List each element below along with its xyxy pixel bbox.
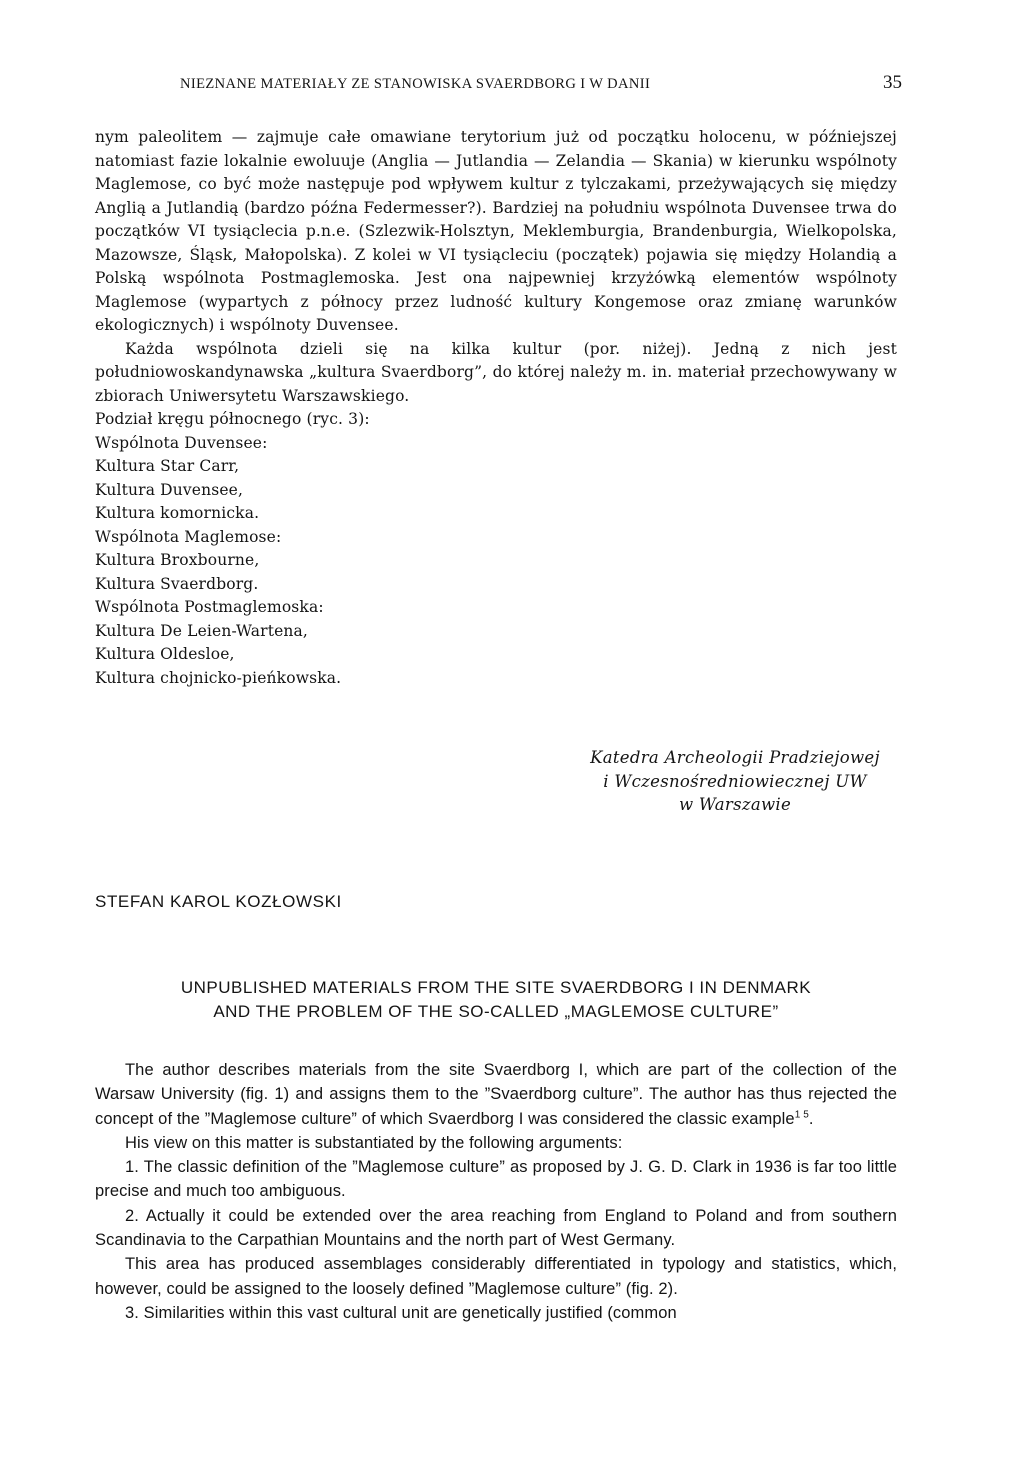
summary-text: The author describes materials from the site Svaerdborg I, which are part of the collection of the Warsaw University (fig. 1) and assigns them to the ”Svaerdborg culture”. The author has thus rejected the concept of the ”Maglemose culture” of which Svaerdborg I was considered the classic example [95,1061,897,1128]
culture-item: Kultura Broxbourne, [95,551,260,569]
summary-paragraph: This area has produced assemblages considerably differentiated in typology and statistics, which, however, could be assigned to the loosely defined ”Maglemose culture” (fig. 2). [95,1255,897,1298]
affiliation-line: Katedra Archeologii Pradziejowej [590,748,880,767]
summary-paragraph [95,1058,897,1131]
english-title [95,976,897,1024]
author-affiliation [520,746,950,817]
body-paragraph: nym paleolitem — zajmuje całe omawiane terytorium już od początku holocenu, w późniejszej natomiast fazie lokalnie ewoluuje (Anglia — Jutlandia — Zelandia — Skania) w kierunku wspólnoty Maglemose, co być może następuje pod wpływem kultur z tylczakami, przeżywających się między Anglią a Jutlandią (bardzo późna Federmesser?). Bardziej na południu wspólnota Duvensee trwa do początków VI tysiąclecia p.n.e. (Szlezwik-Holsztyn, Meklemburgia, Brandenburgia, Wielkopolska, Mazowsze, Śląsk, Małopolska). Z kolei w VI tysiącleciu (początek) pojawia się między Holandią a Polską wspólnota Postmaglemoska. Jest ona najpewniej krzyżówką elementów wspólnoty Maglemose (wypartych z północy przez ludność kultury Kongemose oraz zmianę warunków ekologicznych) i wspólnoty Duvensee. [95,128,897,334]
summary-text: . [808,1109,814,1128]
culture-item: Kultura chojnicko-pieńkowska. [95,668,342,687]
culture-item: Kultura Star Carr, [95,457,240,475]
english-summary [95,1058,897,1325]
culture-item: Kultura Duvensee, [95,480,244,499]
english-title-line: AND THE PROBLEM OF THE SO-CALLED „MAGLEMOSE CULTURE” [213,1002,779,1021]
culture-item: Kultura De Leien-Wartena, [95,621,308,640]
culture-item: Kultura komornicka. [95,504,260,522]
english-title-line: UNPUBLISHED MATERIALS FROM THE SITE SVAERDBORG I IN DENMARK [180,978,812,997]
culture-item: Kultura Svaerdborg. [95,574,259,593]
page-number: 35 [883,72,902,93]
culture-item: Kultura Oldesloe, [95,645,235,663]
community-name: Wspólnota Maglemose: [95,527,282,546]
summary-paragraph: 1. The classic definition of the ”Maglemose culture” as proposed by J. G. D. Clark in 1936 is far too little precise and much too ambiguous. [95,1158,897,1201]
community-name: Wspólnota Duvensee: [95,433,268,452]
body-paragraph: Każda wspólnota dzieli się na kilka kultur (por. niżej). Jedną z nich jest południowoskandynawska „kultura Svaerdborg”, do której należy m. in. materiał przechowywany w zbiorach Uniwersytetu Warszawskiego. [95,339,897,405]
footnote-ref: 1 5 [794,1109,809,1121]
summary-paragraph: His view on this matter is substantiated by the following arguments: [125,1133,623,1152]
division-heading: Podział kręgu północnego (ryc. 3): [95,410,370,428]
summary-paragraph: 3. Similarities within this vast cultural unit are genetically justified (common [125,1303,677,1322]
summary-paragraph: 2. Actually it could be extended over the area reaching from England to Poland and from southern Scandinavia to the Carpathian Mountains and the north part of West Germany. [95,1206,897,1250]
affiliation-line: w Warszawie [678,795,792,814]
running-head: NIEZNANE MATERIAŁY ZE STANOWISKA SVAERDBORG I W DANII [180,76,651,92]
affiliation-line: i Wczesnośredniowiecznej UW [603,771,867,791]
author-name: STEFAN KAROL KOZŁOWSKI [95,892,342,911]
polish-body-text [95,126,897,690]
community-name: Wspólnota Postmaglemoska: [95,598,324,616]
